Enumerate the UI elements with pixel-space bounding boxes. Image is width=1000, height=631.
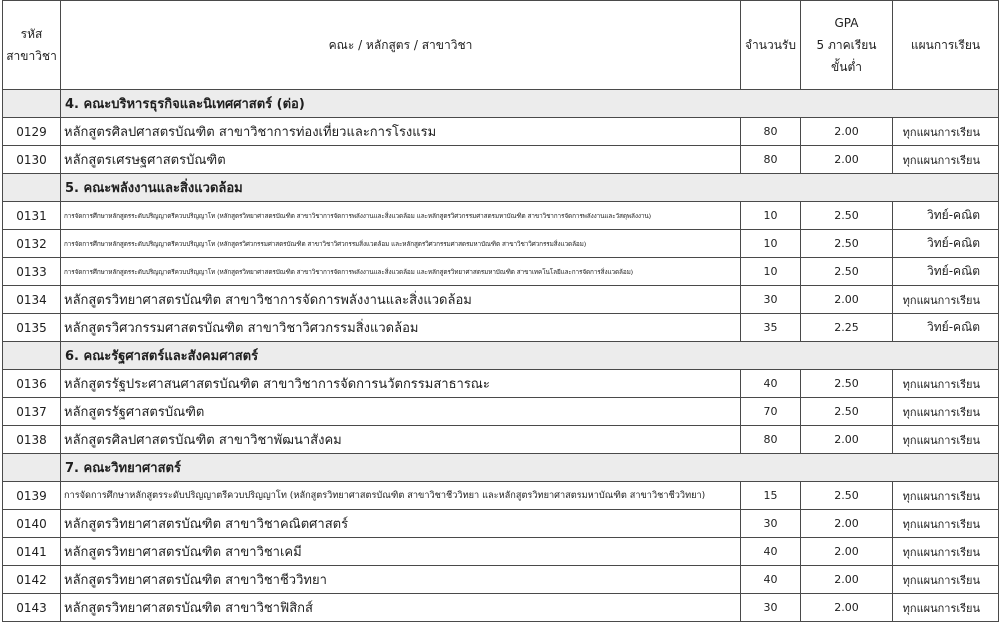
study-plan: ทุกแผนการเรียน bbox=[893, 566, 999, 594]
header-gpa-line: ขั้นต่ำ bbox=[831, 60, 862, 74]
study-plan: ทุกแผนการเรียน bbox=[893, 510, 999, 538]
section-code-cell bbox=[3, 342, 61, 370]
section-title: 5. คณะพลังงานและสิ่งแวดล้อม bbox=[61, 174, 999, 202]
program-code: 0134 bbox=[3, 286, 61, 314]
gpa-value: 2.50 bbox=[801, 398, 893, 426]
table-row bbox=[3, 118, 999, 146]
programs-table bbox=[2, 0, 999, 622]
seats-value: 10 bbox=[741, 258, 801, 286]
program-name: การจัดการศึกษาหลักสูตรระดับปริญญาตรีควบปริญญาโท (หลักสูตรวิทยาศาสตรบัณฑิต สาขาวิชาการจัดการพลังงานและสิ่งแวดล้อม และหลักสูตรวิทยาศาสตรมหาบัณฑิต สาขาเทคโนโลยีและการจัดการสิ่งแวดล้อม) bbox=[61, 258, 741, 286]
header-name: คณะ / หลักสูตร / สาขาวิชา bbox=[61, 1, 741, 90]
program-code: 0136 bbox=[3, 370, 61, 398]
program-name: หลักสูตรศิลปศาสตรบัณฑิต สาขาวิชาพัฒนาสังคม bbox=[61, 426, 741, 454]
table-row bbox=[3, 538, 999, 566]
study-plan: ทุกแผนการเรียน bbox=[893, 594, 999, 622]
program-name: หลักสูตรวิทยาศาสตรบัณฑิต สาขาวิชาการจัดการพลังงานและสิ่งแวดล้อม bbox=[61, 286, 741, 314]
table-row bbox=[3, 594, 999, 622]
gpa-value: 2.00 bbox=[801, 510, 893, 538]
program-name: หลักสูตรรัฐประศาสนศาสตรบัณฑิต สาขาวิชาการจัดการนวัตกรรมสาธารณะ bbox=[61, 370, 741, 398]
table-row bbox=[3, 286, 999, 314]
section-title: 6. คณะรัฐศาสตร์และสังคมศาสตร์ bbox=[61, 342, 999, 370]
section-row bbox=[3, 342, 999, 370]
seats-value: 40 bbox=[741, 370, 801, 398]
program-code: 0129 bbox=[3, 118, 61, 146]
seats-value: 10 bbox=[741, 202, 801, 230]
program-code: 0135 bbox=[3, 314, 61, 342]
program-name: หลักสูตรศิลปศาสตรบัณฑิต สาขาวิชาการท่องเที่ยวและการโรงแรม bbox=[61, 118, 741, 146]
section-row bbox=[3, 90, 999, 118]
seats-value: 35 bbox=[741, 314, 801, 342]
seats-value: 40 bbox=[741, 566, 801, 594]
program-name: หลักสูตรวิทยาศาสตรบัณฑิต สาขาวิชาชีววิทยา bbox=[61, 566, 741, 594]
seats-value: 30 bbox=[741, 594, 801, 622]
table-row bbox=[3, 230, 999, 258]
header-code bbox=[3, 1, 61, 90]
program-code: 0130 bbox=[3, 146, 61, 174]
table-body bbox=[3, 90, 999, 622]
section-row bbox=[3, 174, 999, 202]
seats-value: 10 bbox=[741, 230, 801, 258]
gpa-value: 2.00 bbox=[801, 286, 893, 314]
seats-value: 70 bbox=[741, 398, 801, 426]
gpa-value: 2.00 bbox=[801, 594, 893, 622]
table-row bbox=[3, 202, 999, 230]
seats-value: 30 bbox=[741, 286, 801, 314]
gpa-value: 2.00 bbox=[801, 566, 893, 594]
seats-value: 80 bbox=[741, 118, 801, 146]
study-plan: ทุกแผนการเรียน bbox=[893, 370, 999, 398]
program-code: 0133 bbox=[3, 258, 61, 286]
gpa-value: 2.00 bbox=[801, 118, 893, 146]
program-name: การจัดการศึกษาหลักสูตรระดับปริญญาตรีควบปริญญาโท (หลักสูตรวิทยาศาสตรบัณฑิต สาขาวิชาการจัดการพลังงานและสิ่งแวดล้อม และหลักสูตรวิศวกรรมศาสตรมหาบัณฑิต สาขาวิชาการจัดการพลังงานและวัสดุพลังงาน) bbox=[61, 202, 741, 230]
program-name: หลักสูตรเศรษฐศาสตรบัณฑิต bbox=[61, 146, 741, 174]
program-code: 0140 bbox=[3, 510, 61, 538]
program-name: หลักสูตรวิทยาศาสตรบัณฑิต สาขาวิชาฟิสิกส์ bbox=[61, 594, 741, 622]
program-code: 0131 bbox=[3, 202, 61, 230]
seats-value: 80 bbox=[741, 426, 801, 454]
program-code: 0132 bbox=[3, 230, 61, 258]
section-row bbox=[3, 454, 999, 482]
table-row bbox=[3, 314, 999, 342]
program-name: หลักสูตรวิทยาศาสตรบัณฑิต สาขาวิชาเคมี bbox=[61, 538, 741, 566]
study-plan: ทุกแผนการเรียน bbox=[893, 398, 999, 426]
gpa-value: 2.25 bbox=[801, 314, 893, 342]
study-plan: ทุกแผนการเรียน bbox=[893, 146, 999, 174]
table-row bbox=[3, 146, 999, 174]
gpa-value: 2.50 bbox=[801, 370, 893, 398]
header-gpa-line: 5 ภาคเรียน bbox=[816, 38, 877, 52]
seats-value: 15 bbox=[741, 482, 801, 510]
header-code-line: รหัส bbox=[20, 27, 43, 41]
table-header-row bbox=[3, 1, 999, 90]
table-row bbox=[3, 426, 999, 454]
header-gpa bbox=[801, 1, 893, 90]
table-row bbox=[3, 482, 999, 510]
header-plan: แผนการเรียน bbox=[893, 1, 999, 90]
study-plan: ทุกแผนการเรียน bbox=[893, 118, 999, 146]
section-code-cell bbox=[3, 174, 61, 202]
program-code: 0143 bbox=[3, 594, 61, 622]
program-code: 0141 bbox=[3, 538, 61, 566]
gpa-value: 2.50 bbox=[801, 202, 893, 230]
gpa-value: 2.50 bbox=[801, 258, 893, 286]
program-name: การจัดการศึกษาหลักสูตรระดับปริญญาตรีควบปริญญาโท (หลักสูตรวิศวกรรมศาสตรบัณฑิต สาขาวิชาวิศวกรรมสิ่งแวดล้อม และหลักสูตรวิศวกรรมศาสตรมหาบัณฑิต สาขาวิชาวิศวกรรมสิ่งแวดล้อม) bbox=[61, 230, 741, 258]
table-row bbox=[3, 370, 999, 398]
gpa-value: 2.50 bbox=[801, 230, 893, 258]
study-plan: วิทย์-คณิต bbox=[893, 230, 999, 258]
study-plan: วิทย์-คณิต bbox=[893, 314, 999, 342]
gpa-value: 2.00 bbox=[801, 538, 893, 566]
gpa-value: 2.50 bbox=[801, 482, 893, 510]
program-code: 0138 bbox=[3, 426, 61, 454]
table-row bbox=[3, 510, 999, 538]
gpa-value: 2.00 bbox=[801, 146, 893, 174]
seats-value: 80 bbox=[741, 146, 801, 174]
program-name: หลักสูตรรัฐศาสตรบัณฑิต bbox=[61, 398, 741, 426]
study-plan: วิทย์-คณิต bbox=[893, 202, 999, 230]
program-name: หลักสูตรวิศวกรรมศาสตรบัณฑิต สาขาวิชาวิศวกรรมสิ่งแวดล้อม bbox=[61, 314, 741, 342]
study-plan: ทุกแผนการเรียน bbox=[893, 426, 999, 454]
header-seats: จำนวนรับ bbox=[741, 1, 801, 90]
header-code-line: สาขาวิชา bbox=[6, 49, 57, 63]
gpa-value: 2.00 bbox=[801, 426, 893, 454]
program-code: 0137 bbox=[3, 398, 61, 426]
table-row bbox=[3, 398, 999, 426]
seats-value: 30 bbox=[741, 510, 801, 538]
table-row bbox=[3, 566, 999, 594]
program-code: 0142 bbox=[3, 566, 61, 594]
section-title: 4. คณะบริหารธุรกิจและนิเทศศาสตร์ (ต่อ) bbox=[61, 90, 999, 118]
study-plan: ทุกแผนการเรียน bbox=[893, 538, 999, 566]
program-name: การจัดการศึกษาหลักสูตรระดับปริญญาตรีควบปริญญาโท (หลักสูตรวิทยาศาสตรบัณฑิต สาขาวิชาชีววิทยา และหลักสูตรวิทยาศาสตรมหาบัณฑิต สาขาวิชาชีววิทยา) bbox=[61, 482, 741, 510]
study-plan: ทุกแผนการเรียน bbox=[893, 286, 999, 314]
table-row bbox=[3, 258, 999, 286]
study-plan: วิทย์-คณิต bbox=[893, 258, 999, 286]
program-name: หลักสูตรวิทยาศาสตรบัณฑิต สาขาวิชาคณิตศาสตร์ bbox=[61, 510, 741, 538]
program-code: 0139 bbox=[3, 482, 61, 510]
seats-value: 40 bbox=[741, 538, 801, 566]
header-gpa-line: GPA bbox=[834, 16, 859, 30]
section-title: 7. คณะวิทยาศาสตร์ bbox=[61, 454, 999, 482]
section-code-cell bbox=[3, 90, 61, 118]
section-code-cell bbox=[3, 454, 61, 482]
study-plan: ทุกแผนการเรียน bbox=[893, 482, 999, 510]
